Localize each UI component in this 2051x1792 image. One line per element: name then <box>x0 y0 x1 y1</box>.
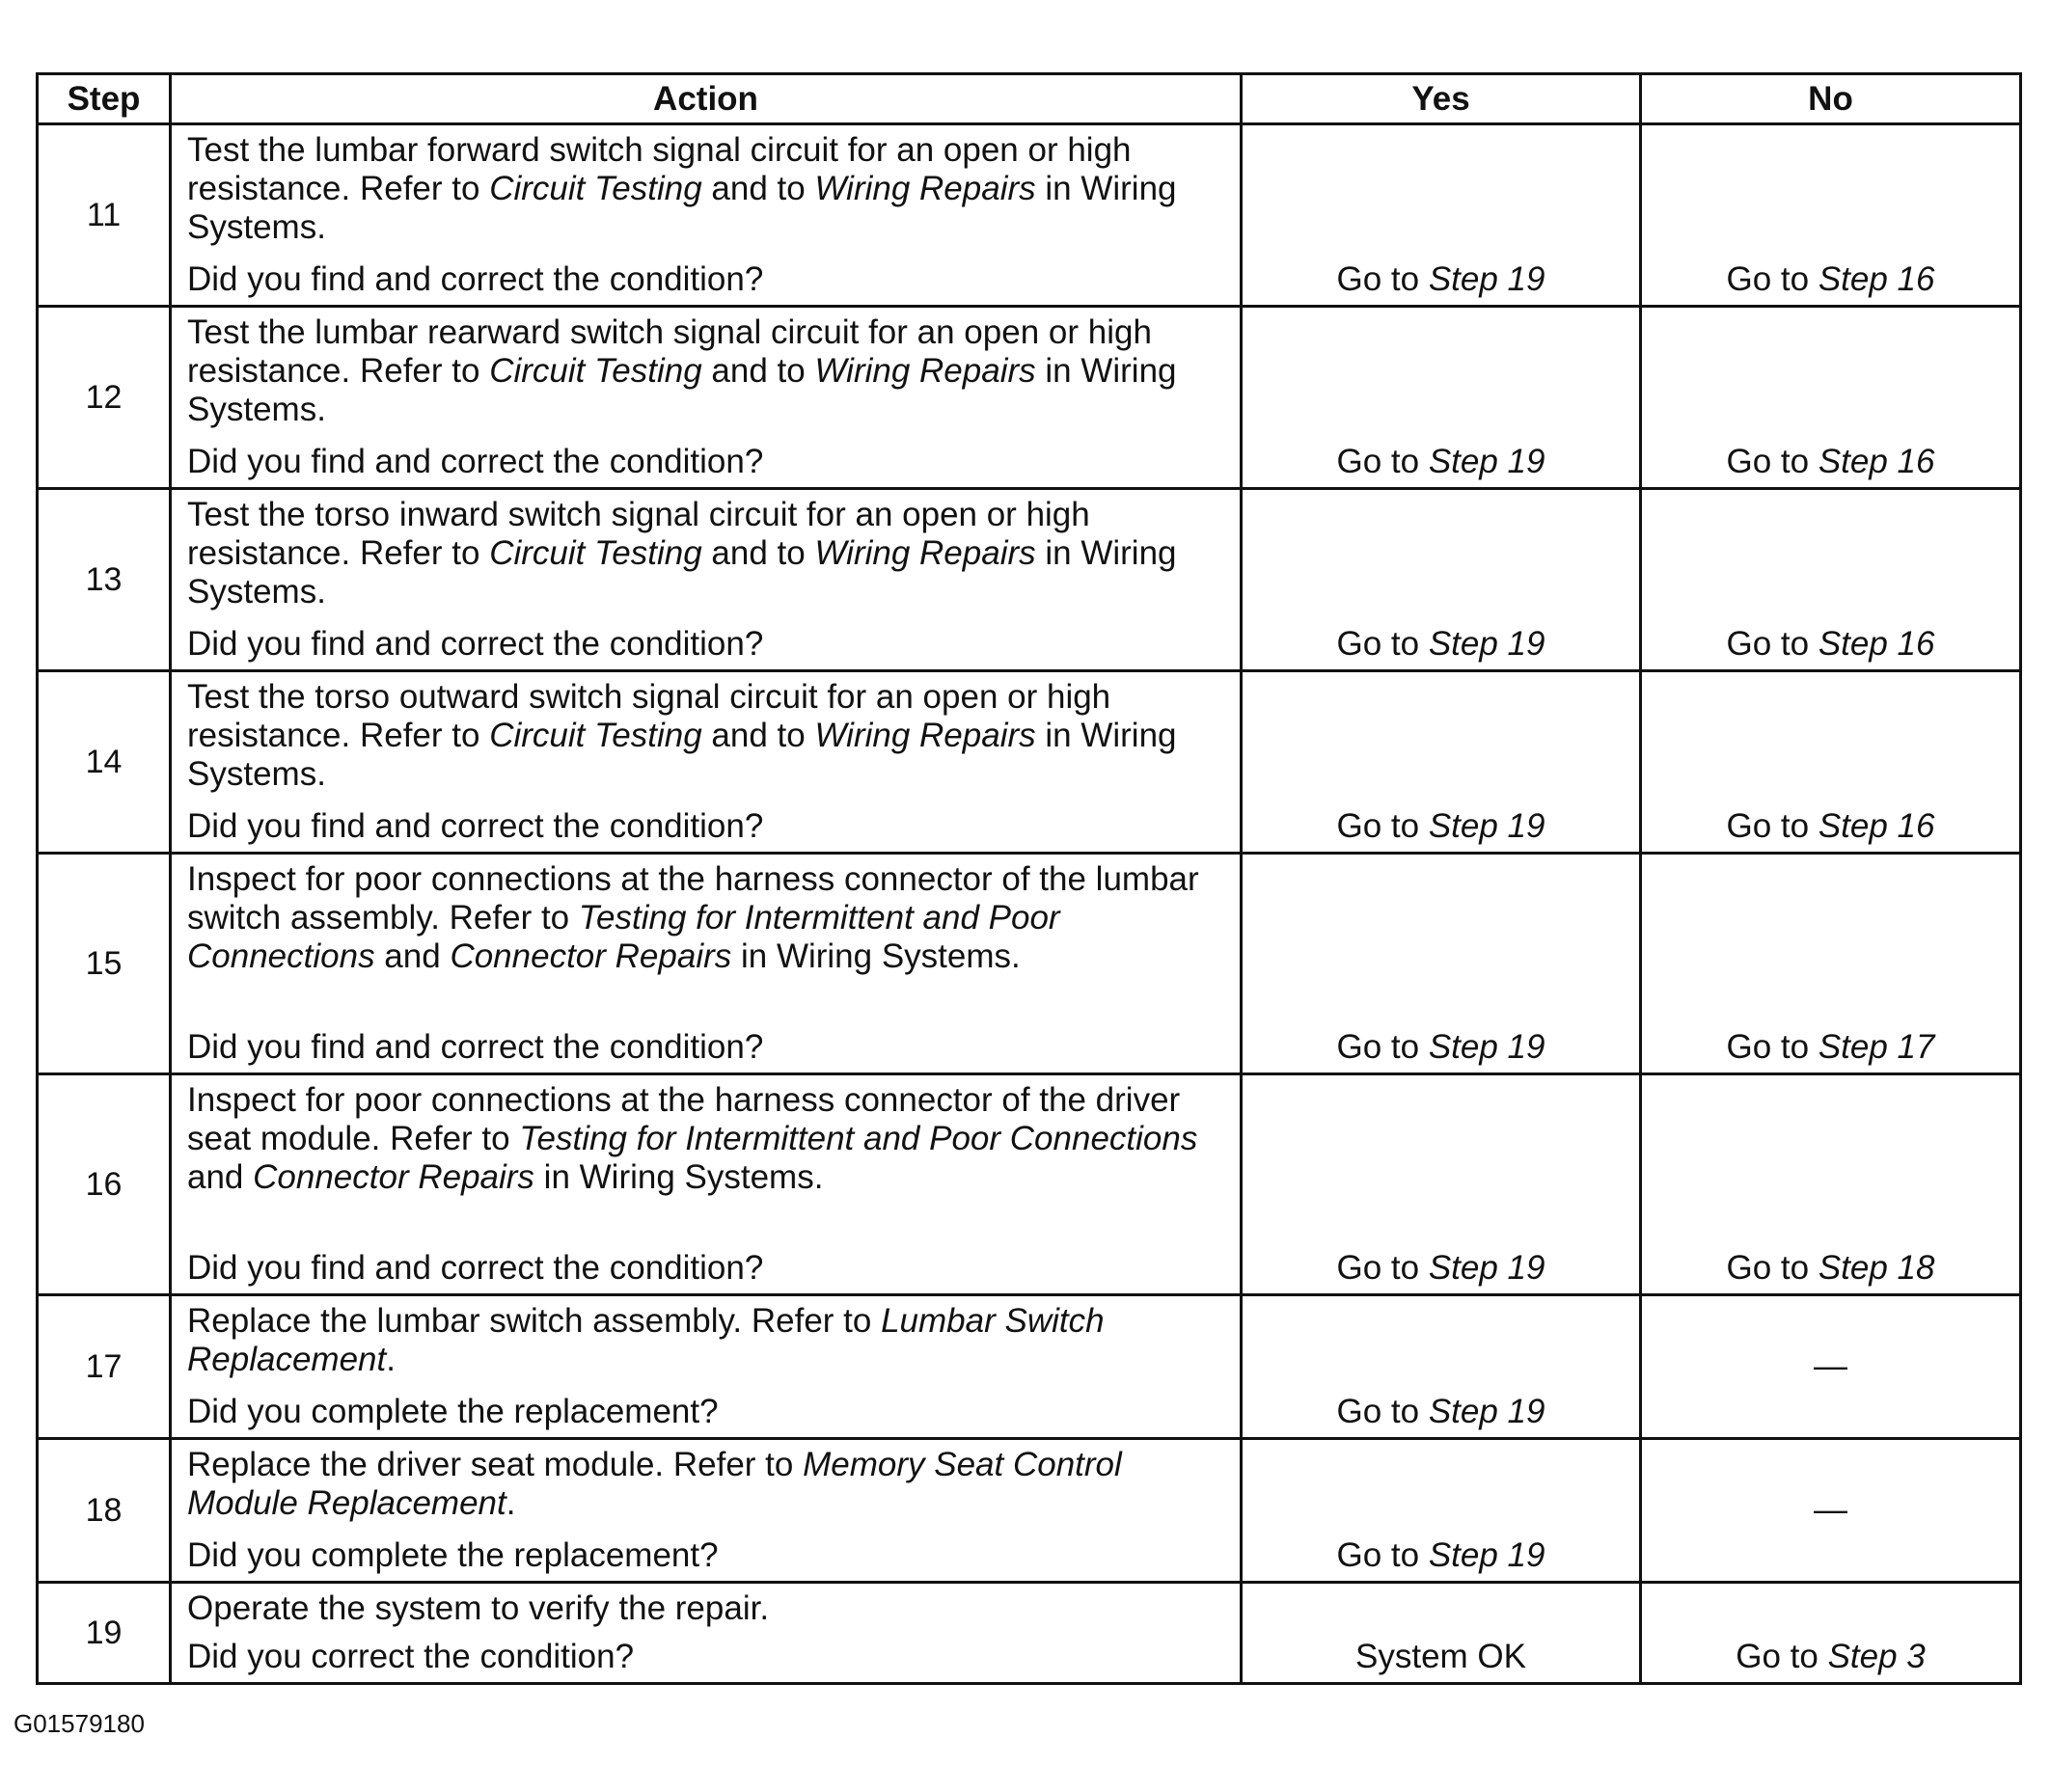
reference-text: Circuit Testing <box>489 717 702 754</box>
no-result <box>1641 1583 2021 1684</box>
action-text-segment: in Wiring Systems. <box>187 170 1177 246</box>
result-text: Go to <box>1336 260 1429 298</box>
reference-text: Memory Seat Control Module Replacement <box>187 1446 1122 1522</box>
step-reference: Step 19 <box>1428 807 1545 845</box>
step-reference: Step 16 <box>1818 260 1935 298</box>
table-row <box>38 489 2021 671</box>
step-reference: Step 16 <box>1818 807 1935 845</box>
action-text-segment: Test the torso inward switch signal circuit for an open or high resistance. Refer to <box>187 496 1090 572</box>
table-row <box>38 1439 2021 1583</box>
step-reference: Step 18 <box>1818 1249 1935 1287</box>
table-row <box>38 854 2021 1074</box>
table-row <box>38 671 2021 854</box>
action-text <box>187 1584 1224 1628</box>
step-number: 17 <box>38 1295 171 1439</box>
result-text: Go to <box>1736 1638 1828 1675</box>
step-reference: Step 19 <box>1428 443 1545 480</box>
action-text <box>187 125 1224 247</box>
action-text-segment: in Wiring Systems. <box>731 937 1021 975</box>
action-text-segment: Operate the system to verify the repair. <box>187 1589 770 1627</box>
step-reference: Step 19 <box>1428 1536 1545 1574</box>
no-result <box>1641 1074 2021 1295</box>
no-result <box>1641 671 2021 854</box>
step-reference: Step 19 <box>1428 625 1545 663</box>
figure-id: G01579180 <box>14 1709 145 1738</box>
result-text: Go to <box>1726 807 1819 845</box>
reference-text: Circuit Testing <box>489 534 702 572</box>
yes-result <box>1242 1439 1641 1583</box>
result-text: Go to <box>1336 625 1429 663</box>
table-row <box>38 1295 2021 1439</box>
action-text-segment: Test the lumbar forward switch signal circuit for an open or high resistance. Refer to <box>187 131 1132 207</box>
action-text <box>187 1075 1224 1197</box>
table-row <box>38 124 2021 307</box>
action-question: Did you complete the replacement? <box>187 1393 719 1430</box>
step-reference: Step 3 <box>1827 1638 1926 1675</box>
step-number: 12 <box>38 307 171 489</box>
action-text-segment: Test the torso outward switch signal circuit for an open or high resistance. Refer to <box>187 678 1111 754</box>
result-text: Go to <box>1336 443 1429 480</box>
step-number: 11 <box>38 124 171 307</box>
table-row <box>38 1074 2021 1295</box>
action-cell <box>171 1295 1242 1439</box>
action-cell <box>171 307 1242 489</box>
action-text <box>187 308 1224 429</box>
action-question: Did you complete the replacement? <box>187 1536 719 1574</box>
step-reference: Step 17 <box>1818 1028 1935 1066</box>
no-result <box>1641 489 2021 671</box>
action-text-segment: and to <box>701 534 815 572</box>
action-text-segment: and <box>374 937 451 975</box>
step-number: 16 <box>38 1074 171 1295</box>
action-text-segment: in Wiring Systems. <box>187 534 1177 611</box>
no-result <box>1641 1439 2021 1583</box>
action-text-segment: Replace the driver seat module. Refer to <box>187 1446 804 1483</box>
yes-result <box>1242 489 1641 671</box>
step-reference: Step 16 <box>1818 625 1935 663</box>
diagnostic-table <box>36 72 2022 1685</box>
action-text <box>187 1296 1224 1379</box>
action-cell <box>171 1583 1242 1684</box>
step-number: 19 <box>38 1583 171 1684</box>
action-cell <box>171 854 1242 1074</box>
step-reference: Step 16 <box>1818 443 1935 480</box>
action-question: Did you find and correct the condition? <box>187 443 764 480</box>
header-yes: Yes <box>1242 74 1641 124</box>
header-row <box>38 74 2021 124</box>
action-question: Did you find and correct the condition? <box>187 807 764 845</box>
action-text-segment: in Wiring Systems. <box>533 1158 824 1196</box>
result-text: Go to <box>1726 1028 1819 1066</box>
reference-text: Connector Repairs <box>450 937 732 975</box>
action-text-segment: . <box>506 1484 516 1522</box>
step-reference: Step 19 <box>1428 1393 1545 1430</box>
no-result <box>1641 1295 2021 1439</box>
table-row <box>38 1583 2021 1684</box>
action-text-segment: and to <box>701 352 815 390</box>
result-text: Go to <box>1726 260 1819 298</box>
result-text: Go to <box>1336 1536 1429 1574</box>
no-result <box>1641 307 2021 489</box>
reference-text: Circuit Testing <box>489 352 702 390</box>
result-text: — <box>1814 1347 1847 1385</box>
step-reference: Step 19 <box>1428 1028 1545 1066</box>
action-question: Did you find and correct the condition? <box>187 260 764 298</box>
step-number: 13 <box>38 489 171 671</box>
no-result <box>1641 124 2021 307</box>
reference-text: Connector Repairs <box>253 1158 534 1196</box>
header-action: Action <box>171 74 1242 124</box>
table-row <box>38 307 2021 489</box>
yes-result <box>1242 854 1641 1074</box>
action-text-segment: and to <box>701 170 815 207</box>
action-text-segment: and <box>187 1158 254 1196</box>
action-cell <box>171 124 1242 307</box>
yes-result <box>1242 1583 1641 1684</box>
step-reference: Step 19 <box>1428 1249 1545 1287</box>
action-text-segment: . <box>386 1341 396 1378</box>
action-text <box>187 1440 1224 1523</box>
step-reference: Step 19 <box>1428 260 1545 298</box>
action-question: Did you correct the condition? <box>187 1638 635 1675</box>
yes-result <box>1242 671 1641 854</box>
action-cell <box>171 671 1242 854</box>
action-text-segment: Inspect for poor connections at the harness connector of the lumbar switch assembly. Refer to <box>187 860 1199 937</box>
reference-text: Wiring Repairs <box>814 717 1036 754</box>
step-number: 18 <box>38 1439 171 1583</box>
yes-result <box>1242 1074 1641 1295</box>
action-text-segment: Inspect for poor connections at the harness connector of the driver seat module. Refer to <box>187 1081 1181 1157</box>
action-text <box>187 855 1224 976</box>
action-text-segment: in Wiring Systems. <box>187 717 1177 793</box>
yes-result <box>1242 307 1641 489</box>
header-step: Step <box>38 74 171 124</box>
result-text: System OK <box>1355 1638 1526 1675</box>
reference-text: Wiring Repairs <box>814 534 1036 572</box>
step-number: 15 <box>38 854 171 1074</box>
result-text: Go to <box>1336 1393 1429 1430</box>
action-cell <box>171 489 1242 671</box>
result-text: Go to <box>1726 1249 1819 1287</box>
action-cell <box>171 1074 1242 1295</box>
result-text: Go to <box>1726 625 1819 663</box>
reference-text: Testing for Intermittent and Poor Connections <box>187 899 1060 975</box>
reference-text: Circuit Testing <box>489 170 702 207</box>
reference-text: Lumbar Switch Replacement <box>187 1302 1105 1378</box>
step-number: 14 <box>38 671 171 854</box>
result-text: Go to <box>1336 1028 1429 1066</box>
action-question: Did you find and correct the condition? <box>187 1249 764 1287</box>
action-text-segment: Replace the lumbar switch assembly. Refer to <box>187 1302 882 1340</box>
action-text <box>187 490 1224 611</box>
action-question: Did you find and correct the condition? <box>187 1028 764 1066</box>
yes-result <box>1242 124 1641 307</box>
action-question: Did you find and correct the condition? <box>187 625 764 663</box>
result-text: Go to <box>1336 807 1429 845</box>
result-text: — <box>1814 1491 1847 1529</box>
reference-text: Testing for Intermittent and Poor Connections <box>519 1120 1198 1157</box>
action-text-segment: Test the lumbar rearward switch signal circuit for an open or high resistance. Refer to <box>187 313 1152 390</box>
action-text-segment: in Wiring Systems. <box>187 352 1177 428</box>
action-text-segment: and to <box>701 717 815 754</box>
header-no: No <box>1641 74 2021 124</box>
table-body <box>38 124 2021 1684</box>
result-text: Go to <box>1336 1249 1429 1287</box>
yes-result <box>1242 1295 1641 1439</box>
result-text: Go to <box>1726 443 1819 480</box>
no-result <box>1641 854 2021 1074</box>
action-text <box>187 672 1224 794</box>
action-cell <box>171 1439 1242 1583</box>
reference-text: Wiring Repairs <box>814 170 1036 207</box>
reference-text: Wiring Repairs <box>814 352 1036 390</box>
